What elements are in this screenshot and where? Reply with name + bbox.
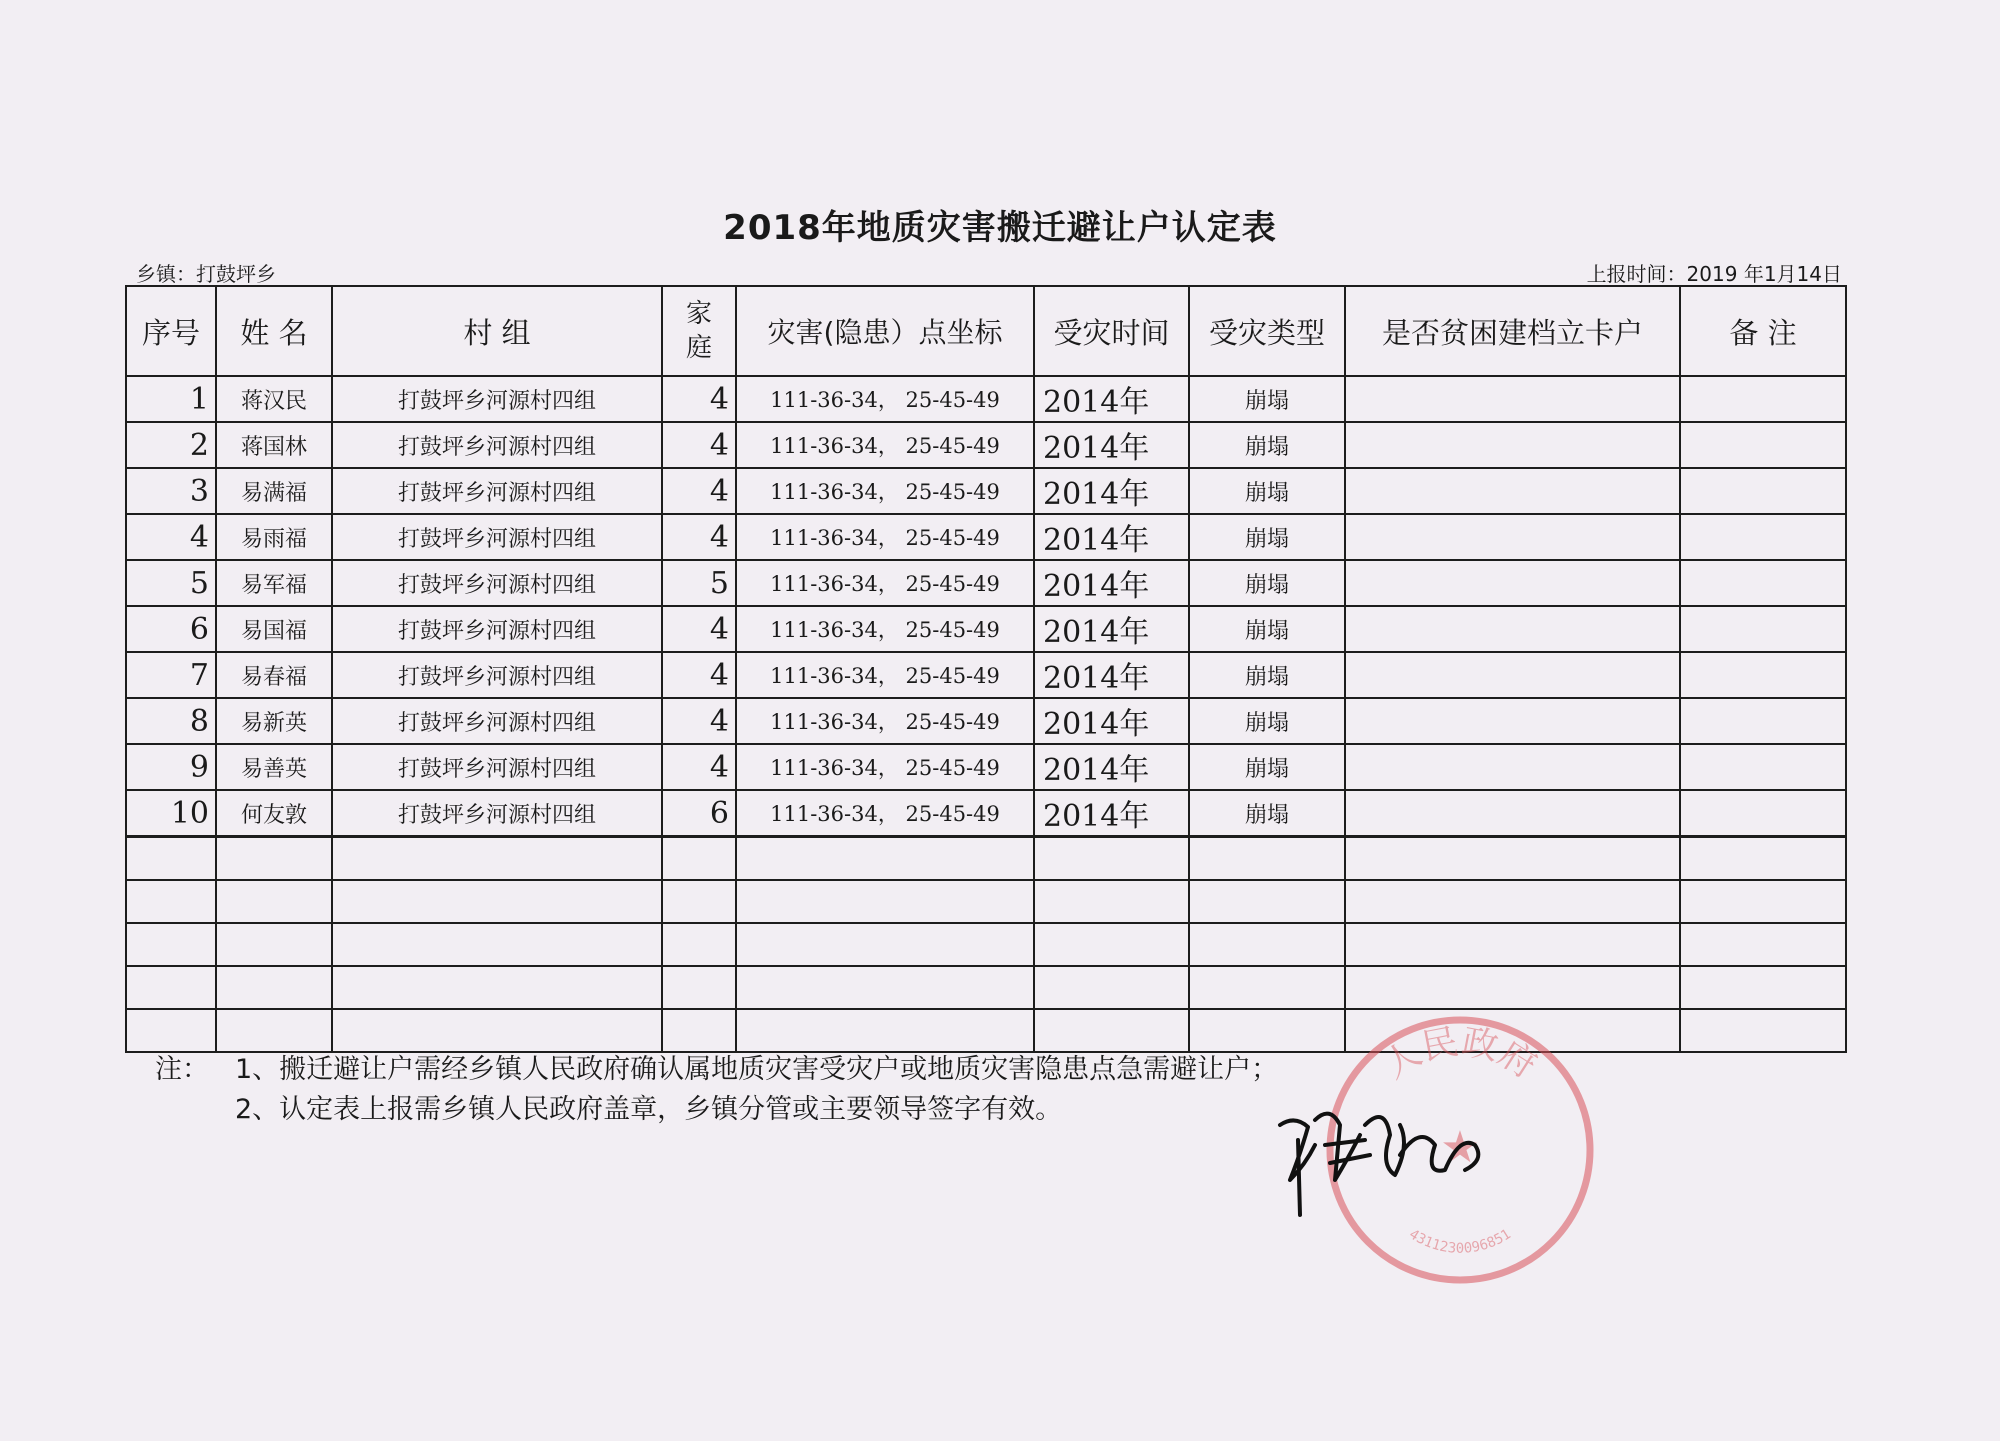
cell-type: 崩塌 [1189,514,1345,560]
cell-name: 易雨福 [216,514,332,560]
cell-remark [1680,790,1846,837]
header-poverty: 是否贫困建档立卡户 [1345,286,1680,376]
cell-poverty [1345,744,1680,790]
cell-poverty [1345,606,1680,652]
cell-type: 崩塌 [1189,698,1345,744]
cell-num [126,837,216,881]
household-table [125,285,1847,1053]
cell-name: 何友敦 [216,790,332,837]
cell-coord: 111-36-34， 25-45-49 [736,790,1034,837]
handwritten-signature [1260,1085,1500,1220]
cell-num [126,880,216,923]
cell-time: 2014年 [1034,698,1189,744]
note-line-2: 2、认定表上报需乡镇人民政府盖章，乡镇分管或主要领导签字有效。 [235,1094,1063,1125]
cell-home [662,1009,736,1052]
cell-remark [1680,422,1846,468]
table-row [126,606,1846,652]
cell-coord [736,880,1034,923]
cell-time [1034,837,1189,881]
seal-star: ★ [1440,1122,1480,1173]
cell-poverty [1345,376,1680,422]
cell-num: 4 [126,514,216,560]
cell-poverty [1345,790,1680,837]
cell-num: 6 [126,606,216,652]
cell-village: 打鼓坪乡河源村四组 [332,744,662,790]
cell-remark [1680,652,1846,698]
cell-poverty [1345,923,1680,966]
cell-poverty [1345,514,1680,560]
header-time: 受灾时间 [1034,286,1189,376]
header-coord: 灾害(隐患）点坐标 [736,286,1034,376]
cell-poverty [1345,698,1680,744]
cell-remark [1680,468,1846,514]
table-header-row [126,286,1846,376]
cell-village: 打鼓坪乡河源村四组 [332,560,662,606]
cell-coord: 111-36-34， 25-45-49 [736,560,1034,606]
cell-coord [736,1009,1034,1052]
table-row [126,560,1846,606]
table-row [126,744,1846,790]
cell-name [216,923,332,966]
cell-home: 4 [662,422,736,468]
cell-village: 打鼓坪乡河源村四组 [332,790,662,837]
table-row [126,698,1846,744]
cell-num: 2 [126,422,216,468]
cell-num: 10 [126,790,216,837]
cell-remark [1680,966,1846,1009]
cell-coord: 111-36-34， 25-45-49 [736,422,1034,468]
cell-remark [1680,560,1846,606]
cell-village [332,880,662,923]
cell-remark [1680,376,1846,422]
header-home-text: 家 庭 [685,299,712,363]
cell-home [662,880,736,923]
cell-village: 打鼓坪乡河源村四组 [332,606,662,652]
cell-poverty [1345,468,1680,514]
cell-village [332,837,662,881]
cell-coord: 111-36-34， 25-45-49 [736,468,1034,514]
cell-coord: 111-36-34， 25-45-49 [736,698,1034,744]
notes-section [155,1050,1278,1130]
cell-name [216,880,332,923]
cell-num [126,966,216,1009]
cell-poverty [1345,880,1680,923]
cell-name [216,837,332,881]
cell-name: 易春福 [216,652,332,698]
cell-coord: 111-36-34， 25-45-49 [736,376,1034,422]
cell-type [1189,837,1345,881]
cell-name: 易国福 [216,606,332,652]
table-row [126,468,1846,514]
cell-home [662,837,736,881]
cell-type [1189,880,1345,923]
cell-type: 崩塌 [1189,422,1345,468]
cell-poverty [1345,560,1680,606]
cell-remark [1680,698,1846,744]
cell-remark [1680,880,1846,923]
cell-remark [1680,837,1846,881]
cell-home: 4 [662,606,736,652]
cell-name [216,966,332,1009]
township-label: 乡镇：打鼓坪乡 [136,262,276,286]
header-home [662,286,736,376]
cell-coord [736,966,1034,1009]
cell-num [126,923,216,966]
cell-name: 易善英 [216,744,332,790]
header-remark: 备 注 [1680,286,1846,376]
cell-remark [1680,514,1846,560]
table-row [126,514,1846,560]
cell-name: 易满福 [216,468,332,514]
table-row [126,790,1846,837]
cell-time: 2014年 [1034,514,1189,560]
cell-home: 4 [662,744,736,790]
cell-num: 1 [126,376,216,422]
table-row [126,837,1846,881]
cell-coord [736,837,1034,881]
cell-name [216,1009,332,1052]
cell-time [1034,923,1189,966]
cell-coord [736,923,1034,966]
cell-name: 易新英 [216,698,332,744]
document-title: 2018年地质灾害搬迁避让户认定表 [723,208,1277,248]
table-row [126,880,1846,923]
table-row [126,422,1846,468]
cell-type: 崩塌 [1189,376,1345,422]
header-name: 姓 名 [216,286,332,376]
table-row [126,652,1846,698]
cell-poverty [1345,422,1680,468]
cell-village: 打鼓坪乡河源村四组 [332,376,662,422]
cell-village: 打鼓坪乡河源村四组 [332,468,662,514]
cell-village: 打鼓坪乡河源村四组 [332,698,662,744]
cell-home [662,923,736,966]
cell-time: 2014年 [1034,790,1189,837]
cell-poverty [1345,966,1680,1009]
cell-time [1034,880,1189,923]
cell-home [662,966,736,1009]
cell-num: 5 [126,560,216,606]
header-type: 受灾类型 [1189,286,1345,376]
cell-name: 蒋汉民 [216,376,332,422]
cell-home: 4 [662,652,736,698]
cell-time: 2014年 [1034,422,1189,468]
table-row [126,966,1846,1009]
cell-home: 4 [662,698,736,744]
cell-home: 5 [662,560,736,606]
cell-time [1034,1009,1189,1052]
cell-home: 6 [662,790,736,837]
cell-home: 4 [662,376,736,422]
cell-village: 打鼓坪乡河源村四组 [332,652,662,698]
cell-coord: 111-36-34， 25-45-49 [736,514,1034,560]
cell-coord: 111-36-34， 25-45-49 [736,744,1034,790]
cell-type: 崩塌 [1189,652,1345,698]
cell-type: 崩塌 [1189,606,1345,652]
cell-num: 7 [126,652,216,698]
cell-home: 4 [662,468,736,514]
cell-type: 崩塌 [1189,790,1345,837]
cell-remark [1680,1009,1846,1052]
cell-coord: 111-36-34， 25-45-49 [736,606,1034,652]
cell-remark [1680,923,1846,966]
cell-type: 崩塌 [1189,744,1345,790]
note-line-1: 1、搬迁避让户需经乡镇人民政府确认属地质灾害受灾户或地质灾害隐患点急需避让户； [235,1054,1279,1085]
seal-number: 4311230096851 [1406,1226,1514,1257]
header-num: 序号 [126,286,216,376]
cell-type [1189,923,1345,966]
cell-time: 2014年 [1034,468,1189,514]
cell-time: 2014年 [1034,744,1189,790]
report-time-label: 上报时间：2019 年1月14日 [1586,262,1842,286]
cell-type: 崩塌 [1189,468,1345,514]
seal-text: 人民政府 [1376,1021,1544,1087]
header-village: 村 组 [332,286,662,376]
cell-village [332,966,662,1009]
cell-time: 2014年 [1034,376,1189,422]
table-row [126,923,1846,966]
cell-village: 打鼓坪乡河源村四组 [332,422,662,468]
cell-type [1189,966,1345,1009]
cell-num: 3 [126,468,216,514]
cell-home: 4 [662,514,736,560]
cell-name: 易军福 [216,560,332,606]
cell-num: 8 [126,698,216,744]
table-body [126,376,1846,1052]
cell-name: 蒋国林 [216,422,332,468]
notes-label: 注： [155,1054,209,1085]
cell-num [126,1009,216,1052]
cell-time [1034,966,1189,1009]
cell-village [332,923,662,966]
cell-village: 打鼓坪乡河源村四组 [332,514,662,560]
cell-remark [1680,744,1846,790]
cell-coord: 111-36-34， 25-45-49 [736,652,1034,698]
cell-time: 2014年 [1034,560,1189,606]
cell-type: 崩塌 [1189,560,1345,606]
cell-time: 2014年 [1034,606,1189,652]
cell-remark [1680,606,1846,652]
cell-poverty [1345,652,1680,698]
cell-time: 2014年 [1034,652,1189,698]
cell-poverty [1345,837,1680,881]
table-row [126,376,1846,422]
cell-village [332,1009,662,1052]
cell-num: 9 [126,744,216,790]
